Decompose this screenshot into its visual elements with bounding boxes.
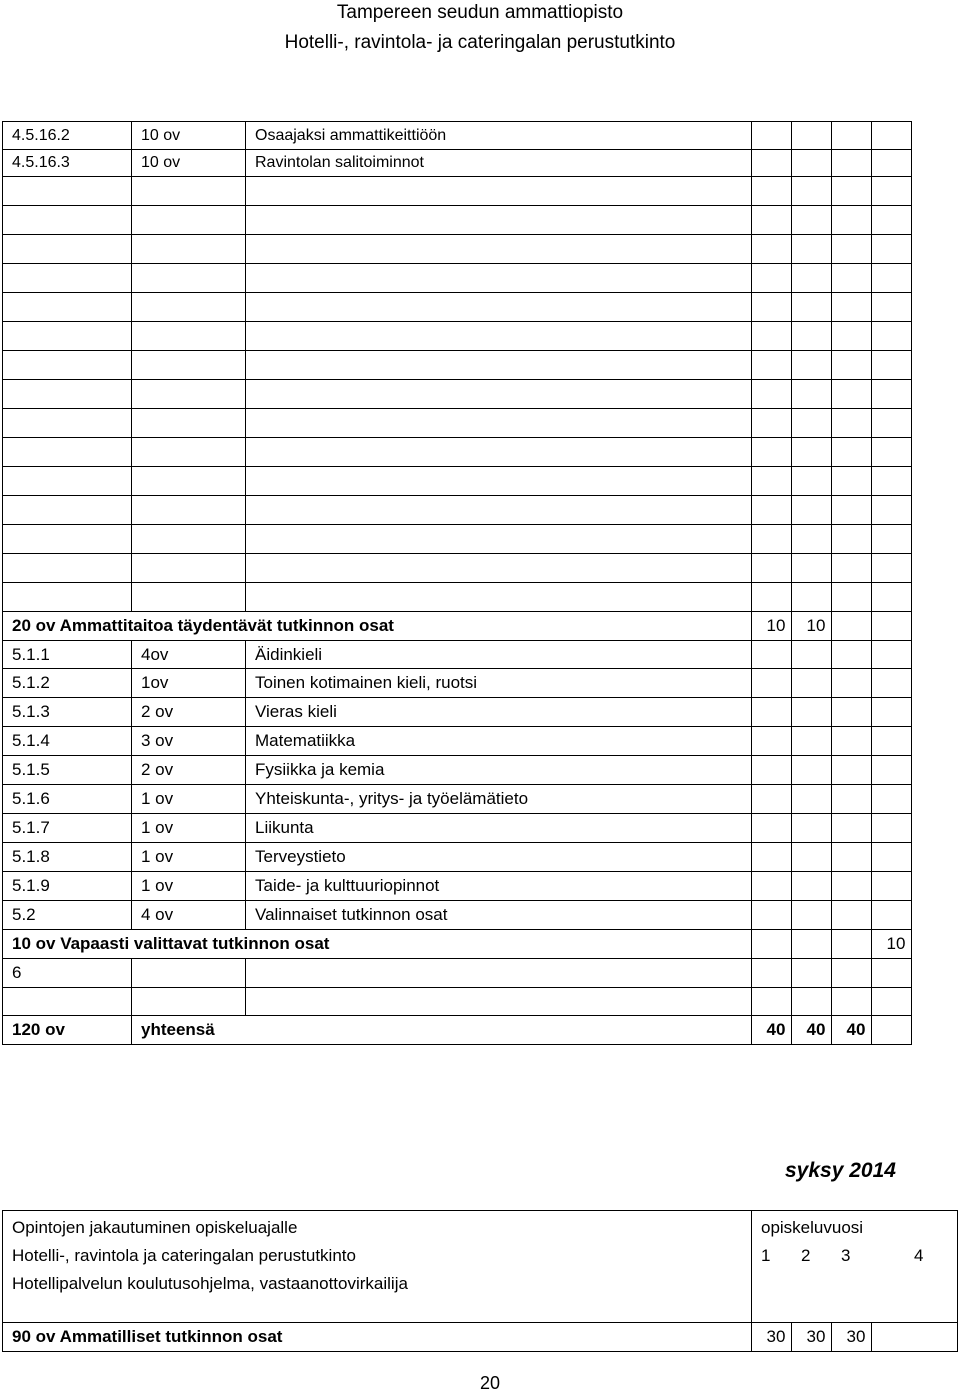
- unit-code: 5.1.4: [3, 727, 132, 756]
- empty-row: [3, 351, 912, 380]
- unit-name: Ravintolan salitoiminnot: [246, 150, 752, 177]
- free-choice-title: 10 ov Vapaasti valittavat tutkinnon osat: [3, 930, 752, 959]
- table-row: [3, 843, 912, 872]
- empty-row: [3, 264, 912, 293]
- year-number: 3: [841, 1246, 851, 1265]
- year-2-credits: 30: [792, 1323, 832, 1352]
- unit-name: Äidinkieli: [246, 641, 752, 669]
- unit-credits: 1ov: [132, 669, 246, 698]
- table-row: [3, 756, 912, 785]
- year-number: 2: [801, 1246, 811, 1265]
- semester-label: syksy 2014: [785, 1159, 896, 1182]
- total-credits: 120 ov: [3, 1016, 132, 1045]
- unit-code: 5.1.1: [3, 641, 132, 669]
- table-row: [3, 959, 912, 988]
- year-4-credits: 10: [872, 930, 912, 959]
- unit-code: 5.1.3: [3, 698, 132, 727]
- empty-row: [3, 293, 912, 322]
- table-row: [3, 814, 912, 843]
- distribution-header-row: [3, 1211, 958, 1323]
- unit-name: Vieras kieli: [246, 698, 752, 727]
- unit-name: Fysiikka ja kemia: [246, 756, 752, 785]
- empty-row: [3, 583, 912, 612]
- empty-row: [3, 177, 912, 206]
- table-row: [3, 122, 912, 150]
- free-choice-row: [3, 930, 912, 959]
- degree-name: Hotelli-, ravintola ja cateringalan perustutkinto: [12, 1246, 356, 1265]
- unit-credits: 1 ov: [132, 843, 246, 872]
- table-row: [3, 785, 912, 814]
- empty-row: [3, 467, 912, 496]
- page-number: 20: [479, 1373, 501, 1393]
- unit-code: 5.1.2: [3, 669, 132, 698]
- header-institution: Tampereen seudun ammattiopisto: [336, 2, 624, 23]
- section-title: 20 ov Ammattitaitoa täydentävät tutkinnon osat: [3, 612, 752, 641]
- year-header-label: opiskeluvuosi: [761, 1218, 864, 1237]
- year-2-total: 40: [792, 1016, 832, 1045]
- empty-row: [3, 496, 912, 525]
- year-3-total: 40: [832, 1016, 872, 1045]
- table-row: [3, 698, 912, 727]
- distribution-header: [3, 1211, 752, 1323]
- unit-code: 4.5.16.2: [3, 122, 132, 150]
- year-3-credits: 30: [832, 1323, 872, 1352]
- year-1-credits: 30: [752, 1323, 792, 1352]
- unit-code: 5.1.7: [3, 814, 132, 843]
- empty-row: [3, 380, 912, 409]
- unit-name: Yhteiskunta-, yritys- ja työelämätieto: [246, 785, 752, 814]
- unit-name: Matematiikka: [246, 727, 752, 756]
- year-numbers: [761, 1242, 957, 1270]
- unit-credits: 2 ov: [132, 698, 246, 727]
- section-header-row: [3, 612, 912, 641]
- empty-row: [3, 235, 912, 264]
- unit-credits: 1 ov: [132, 872, 246, 901]
- unit-name: Osaajaksi ammattikeittiöön: [246, 122, 752, 150]
- unit-code: 5.1.5: [3, 756, 132, 785]
- table-row: [3, 901, 912, 930]
- empty-row: [3, 206, 912, 235]
- unit-name: Valinnaiset tutkinnon osat: [246, 901, 752, 930]
- total-row: [3, 1016, 912, 1045]
- section-title: 90 ov Ammatilliset tutkinnon osat: [3, 1323, 752, 1352]
- unit-name: Toinen kotimainen kieli, ruotsi: [246, 669, 752, 698]
- unit-name: Liikunta: [246, 814, 752, 843]
- programme-name: Hotellipalvelun koulutusohjelma, vastaanottovirkailija: [12, 1274, 408, 1293]
- empty-row: [3, 988, 912, 1016]
- year-number: 4: [914, 1246, 924, 1265]
- empty-row: [3, 409, 912, 438]
- year-header: [752, 1211, 958, 1323]
- unit-code: 5.1.9: [3, 872, 132, 901]
- unit-credits: 4ov: [132, 641, 246, 669]
- study-distribution-table: [2, 1210, 958, 1352]
- table-row: [3, 150, 912, 177]
- distribution-title: Opintojen jakautuminen opiskeluajalle: [12, 1218, 298, 1237]
- unit-credits: 10 ov: [132, 150, 246, 177]
- section-row: [3, 1323, 958, 1352]
- unit-code: 4.5.16.3: [3, 150, 132, 177]
- year-1-total: 40: [752, 1016, 792, 1045]
- total-label: yhteensä: [132, 1016, 752, 1045]
- unit-credits: 1 ov: [132, 785, 246, 814]
- empty-row: [3, 438, 912, 467]
- unit-name: Taide- ja kulttuuriopinnot: [246, 872, 752, 901]
- unit-credits: 10 ov: [132, 122, 246, 150]
- empty-row: [3, 322, 912, 351]
- year-2-credits: 10: [792, 612, 832, 641]
- year-number: 1: [761, 1246, 771, 1265]
- table-row: [3, 727, 912, 756]
- empty-row: [3, 525, 912, 554]
- table-row: [3, 872, 912, 901]
- unit-code: 5.1.6: [3, 785, 132, 814]
- unit-credits: 2 ov: [132, 756, 246, 785]
- unit-code: 5.2: [3, 901, 132, 930]
- unit-credits: 3 ov: [132, 727, 246, 756]
- table-row: [3, 669, 912, 698]
- header-degree: Hotelli-, ravintola- ja cateringalan perustutkinto: [284, 32, 676, 53]
- curriculum-table: [2, 121, 912, 1045]
- unit-credits: 1 ov: [132, 814, 246, 843]
- unit-code: 5.1.8: [3, 843, 132, 872]
- unit-name: Terveystieto: [246, 843, 752, 872]
- empty-row: [3, 554, 912, 583]
- unit-credits: 4 ov: [132, 901, 246, 930]
- unit-code: 6: [3, 959, 132, 988]
- year-1-credits: 10: [752, 612, 792, 641]
- table-row: [3, 641, 912, 669]
